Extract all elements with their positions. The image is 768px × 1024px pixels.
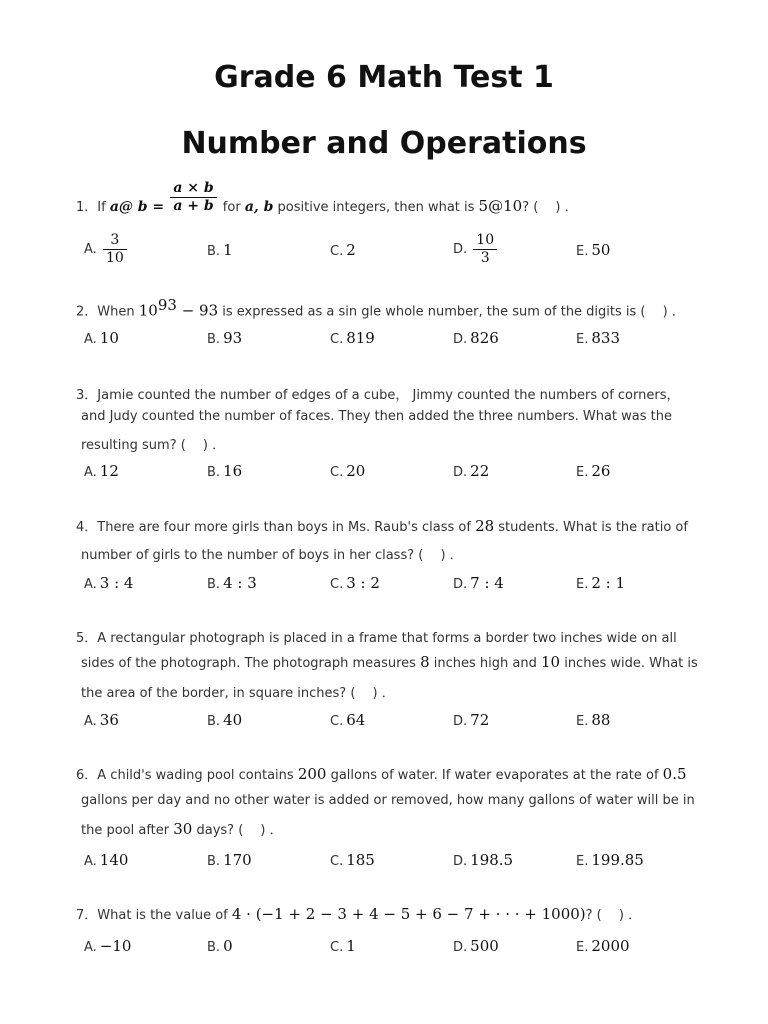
- question-4: 4．There are four more girls than boys in Ms. Raub's class of 28 students. What is the ratio of number of girls to the number of boys in her class? ( ) ．: [76, 517, 688, 563]
- choice-a[interactable]: A. 10: [84, 329, 119, 347]
- choice-d[interactable]: D. 500: [453, 937, 499, 955]
- choice-d[interactable]: D. $\frac{10}{3}$: [453, 232, 499, 267]
- question-3: 3．Jamie counted the number of edges of a cube， Jimmy counted the numbers of corners， and Judy counted the number of faces. They then added the three numbers. What was the resulting sum? ( ) ．: [76, 388, 680, 453]
- choice-e[interactable]: E. 50: [576, 241, 611, 259]
- choice-b[interactable]: B. 93: [207, 329, 243, 347]
- choice-c[interactable]: C. 819: [330, 329, 375, 347]
- choice-d[interactable]: D. 826: [453, 329, 499, 347]
- question-3-choices: [84, 462, 704, 492]
- question-5-choices: [84, 711, 704, 741]
- choice-d[interactable]: D. 72: [453, 711, 490, 729]
- choice-e[interactable]: E. 199.85: [576, 851, 644, 869]
- choice-c[interactable]: C. 1: [330, 937, 356, 955]
- choice-a[interactable]: A. −10: [84, 937, 132, 955]
- choice-e[interactable]: E. 2000: [576, 937, 630, 955]
- choice-a[interactable]: A. 36: [84, 711, 119, 729]
- choice-c[interactable]: C. 3 : 2: [330, 574, 380, 592]
- fraction: $\frac{3}{10}$: [103, 232, 127, 267]
- choice-a[interactable]: A. $\frac{3}{10}$: [84, 232, 129, 267]
- question-6: 6．A child's wading pool contains 200 gallons of water. If water evaporates at the rate of 0.5 gallons per day and no other water is added or removed, how many gallons of water will be in the pool after 30 days? ( ) ．: [76, 765, 695, 838]
- question-2-text: 2．When $10^{93} - 93$ is expressed as a sin gle whole number, the sum of the digits is ( ) ．: [76, 296, 685, 320]
- question-2-choices: [84, 329, 704, 359]
- choice-b[interactable]: B. 16: [207, 462, 243, 480]
- question-6-choices: [84, 851, 704, 881]
- choice-b[interactable]: B. 4 : 3: [207, 574, 257, 592]
- choice-c[interactable]: C. 20: [330, 462, 366, 480]
- choice-b[interactable]: B. 40: [207, 711, 243, 729]
- question-1-choices: [84, 232, 704, 270]
- fraction: $\frac{a \times b}{a + b}$: [170, 180, 216, 215]
- choice-b[interactable]: B. 0: [207, 937, 233, 955]
- choice-a[interactable]: A. 12: [84, 462, 119, 480]
- fraction: $\frac{10}{3}$: [473, 232, 497, 267]
- question-4-choices: [84, 574, 704, 604]
- choice-e[interactable]: E. 833: [576, 329, 620, 347]
- choice-a[interactable]: A. 140: [84, 851, 129, 869]
- question-5: 5．A rectangular photograph is placed in a frame that forms a border two inches wide on all sides of the photograph. The photograph measures 8 inches high and 10 inches wide. What is the area of the border, in square inches? ( ) ．: [76, 631, 698, 701]
- choice-e[interactable]: E. 26: [576, 462, 611, 480]
- choice-a[interactable]: A. 3 : 4: [84, 574, 134, 592]
- page-subtitle: Number and Operations: [181, 126, 587, 161]
- question-1: [76, 180, 706, 230]
- question-7-choices: [84, 937, 704, 967]
- choice-d[interactable]: D. 22: [453, 462, 490, 480]
- page-title: Grade 6 Math Test 1: [214, 60, 554, 95]
- choice-c[interactable]: C. 2: [330, 241, 356, 259]
- choice-e[interactable]: E. 2 : 1: [576, 574, 626, 592]
- question-7: 7．What is the value of 4 · (−1 + 2 − 3 + 4 − 5 + 6 − 7 + · · · + 1000)? ( ) ．: [76, 905, 642, 923]
- question-number: 1．: [76, 200, 98, 215]
- question-2: [76, 296, 706, 320]
- choice-c[interactable]: C. 185: [330, 851, 375, 869]
- choice-d[interactable]: D. 7 : 4: [453, 574, 504, 592]
- question-1-text: 1．If a@ b = $\frac{a \times b}{a + b}$ for a, b positive integers, then what is 5@10? ( ) ．: [76, 180, 578, 215]
- choice-d[interactable]: D. 198.5: [453, 851, 514, 869]
- choice-b[interactable]: B. 170: [207, 851, 252, 869]
- choice-c[interactable]: C. 64: [330, 711, 366, 729]
- choice-b[interactable]: B. 1: [207, 241, 233, 259]
- choice-e[interactable]: E. 88: [576, 711, 611, 729]
